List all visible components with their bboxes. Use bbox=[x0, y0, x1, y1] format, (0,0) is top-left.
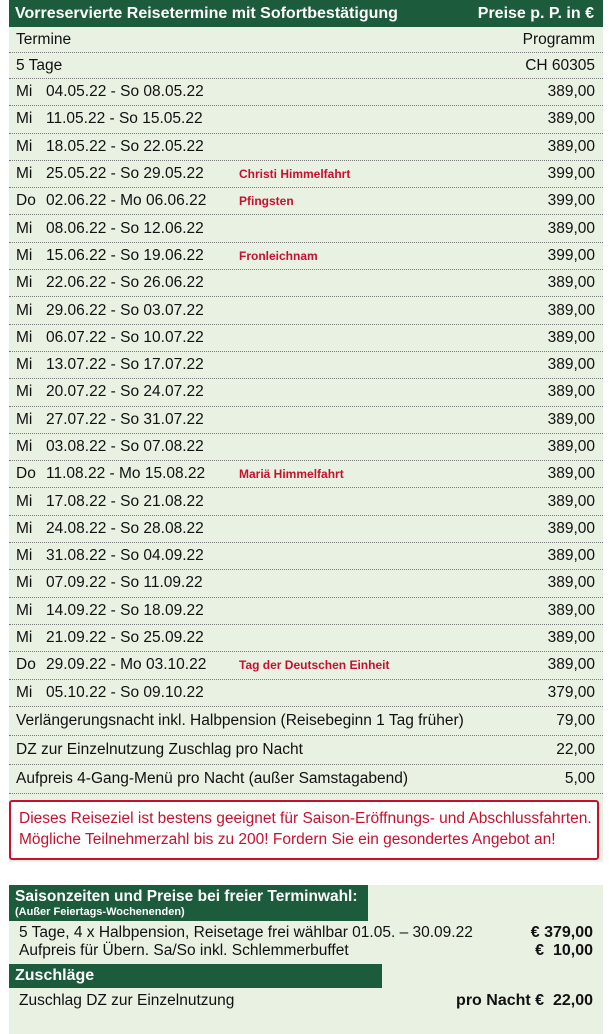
end-day: Mo bbox=[120, 192, 142, 210]
start-day: Mi bbox=[16, 246, 33, 264]
end-date: 15.05.22 bbox=[142, 110, 203, 128]
panel-header bbox=[9, 0, 603, 27]
notice-line-2: Mögliche Teilnehmerzahl bis zu 200! Fordern Sie ein gesondertes Angebot an! bbox=[19, 830, 556, 848]
saison-title: Saisonzeiten und Preise bei freier Terminwahl: bbox=[15, 888, 358, 905]
extra-price: 5,00 bbox=[564, 769, 595, 787]
end-date: 28.08.22 bbox=[143, 519, 204, 537]
start-day: Do bbox=[16, 656, 36, 674]
extra-label: Verlängerungsnacht inkl. Halbpension (Reisebeginn 1 Tag früher) bbox=[16, 711, 464, 729]
date-span bbox=[46, 411, 242, 429]
date-price: 389,00 bbox=[547, 547, 595, 565]
start-date: 03.08.22 bbox=[46, 438, 107, 455]
zuschlaege-header: Zuschläge bbox=[9, 964, 382, 988]
date-span bbox=[46, 383, 242, 401]
date-separator: - bbox=[106, 492, 121, 510]
saison-row-value: € 379,00 bbox=[530, 924, 593, 941]
date-range bbox=[9, 574, 548, 592]
date-range bbox=[9, 547, 548, 565]
saison-row bbox=[9, 942, 603, 960]
date-price: 389,00 bbox=[547, 601, 595, 619]
date-separator: - bbox=[106, 410, 121, 428]
zuschlag-row bbox=[9, 992, 603, 1010]
date-price: 389,00 bbox=[547, 465, 595, 483]
start-date: 29.06.22 bbox=[46, 301, 107, 319]
date-row bbox=[9, 79, 603, 106]
date-price: 379,00 bbox=[547, 683, 595, 701]
date-span bbox=[46, 247, 242, 265]
date-span bbox=[46, 192, 242, 210]
end-day: So bbox=[120, 83, 140, 101]
start-date: 22.06.22 bbox=[46, 274, 107, 292]
start-date: 17.08.22 bbox=[46, 492, 107, 510]
start-date: 14.09.22 bbox=[46, 601, 107, 619]
end-date: 11.09.22 bbox=[143, 574, 203, 592]
date-span bbox=[46, 138, 242, 156]
reisetermine-panel bbox=[9, 0, 603, 862]
end-date: 09.10.22 bbox=[143, 683, 204, 701]
end-day: So bbox=[120, 301, 140, 319]
column-termine: Termine bbox=[16, 30, 72, 48]
program-row bbox=[9, 53, 603, 79]
date-span bbox=[46, 274, 242, 292]
start-day: Mi bbox=[16, 274, 33, 292]
start-day: Do bbox=[16, 192, 36, 210]
date-separator: - bbox=[106, 192, 121, 210]
start-date: 07.09.22 bbox=[46, 574, 107, 592]
end-day: So bbox=[120, 383, 140, 401]
saison-row-label: Aufpreis für Übern. Sa/So inkl. Schlemmerbuffet bbox=[19, 942, 349, 959]
saison-row-value: € 10,00 bbox=[535, 942, 593, 959]
date-row bbox=[9, 352, 603, 379]
start-date: 24.08.22 bbox=[46, 519, 107, 537]
date-separator: - bbox=[106, 356, 121, 374]
date-range bbox=[9, 602, 548, 620]
start-date: 11.05.22 bbox=[46, 110, 106, 128]
end-date: 06.06.22 bbox=[145, 192, 207, 210]
end-day: So bbox=[120, 547, 140, 565]
date-span bbox=[46, 574, 242, 592]
program-duration: 5 Tage bbox=[16, 56, 63, 74]
start-day: Mi bbox=[16, 629, 33, 647]
zuschlag-row-label: Zuschlag DZ zur Einzelnutzung bbox=[19, 992, 235, 1009]
saison-subtitle: (Außer Feiertags-Wochenenden) bbox=[15, 906, 185, 918]
saison-header bbox=[9, 885, 368, 921]
end-date: 07.08.22 bbox=[143, 438, 204, 455]
start-date: 18.05.22 bbox=[46, 137, 107, 155]
date-range bbox=[9, 438, 548, 456]
holiday-note: Mariä Himmelfahrt bbox=[239, 467, 344, 482]
date-price: 389,00 bbox=[547, 83, 595, 101]
date-row bbox=[9, 379, 603, 406]
date-price: 389,00 bbox=[547, 110, 595, 128]
start-day: Mi bbox=[16, 165, 33, 183]
date-price: 389,00 bbox=[547, 274, 595, 292]
end-date: 12.06.22 bbox=[143, 219, 204, 237]
price-note: Preise p. P. in € bbox=[477, 4, 594, 22]
end-day: So bbox=[120, 219, 140, 237]
end-date: 25.09.22 bbox=[143, 629, 204, 647]
date-row bbox=[9, 134, 603, 161]
date-span bbox=[46, 165, 242, 183]
end-date: 19.06.22 bbox=[143, 246, 204, 264]
column-header-row bbox=[9, 27, 603, 53]
date-range bbox=[9, 274, 548, 292]
column-programm: Programm bbox=[522, 30, 595, 48]
date-row bbox=[9, 625, 603, 652]
extras-list bbox=[9, 707, 603, 794]
date-separator: - bbox=[105, 110, 119, 128]
saison-panel bbox=[9, 885, 603, 1034]
notice-box bbox=[9, 800, 599, 860]
start-day: Mi bbox=[16, 137, 33, 155]
end-date: 17.07.22 bbox=[143, 356, 204, 374]
end-day: So bbox=[120, 246, 140, 264]
end-day: So bbox=[120, 574, 140, 592]
date-price: 389,00 bbox=[547, 301, 595, 319]
date-price: 399,00 bbox=[547, 192, 595, 210]
end-date: 31.07.22 bbox=[143, 410, 204, 428]
saison-row-label: 5 Tage, 4 x Halbpension, Reisetage frei wählbar 01.05. – 30.09.22 bbox=[19, 924, 473, 941]
start-date: 05.10.22 bbox=[46, 683, 107, 701]
date-range bbox=[9, 356, 548, 374]
start-date: 31.08.22 bbox=[46, 547, 107, 565]
date-span bbox=[46, 656, 242, 674]
start-date: 20.07.22 bbox=[46, 383, 107, 401]
end-date: 24.07.22 bbox=[143, 383, 204, 401]
date-separator: - bbox=[106, 574, 121, 592]
extra-price: 22,00 bbox=[556, 740, 595, 758]
extra-label: DZ zur Einzelnutzung Zuschlag pro Nacht bbox=[16, 740, 303, 758]
panel-title: Vorreservierte Reisetermine mit Sofortbestätigung bbox=[15, 4, 398, 22]
date-row bbox=[9, 407, 603, 434]
extra-row bbox=[9, 765, 603, 794]
start-day: Mi bbox=[16, 301, 33, 319]
date-range bbox=[9, 110, 548, 128]
end-date: 26.06.22 bbox=[143, 274, 204, 292]
start-date: 06.07.22 bbox=[46, 328, 107, 346]
date-span bbox=[46, 547, 242, 565]
date-separator: - bbox=[106, 83, 121, 101]
date-range bbox=[9, 411, 548, 429]
start-date: 02.06.22 bbox=[46, 192, 107, 210]
date-row bbox=[9, 270, 603, 297]
date-separator: - bbox=[106, 519, 121, 537]
end-day: So bbox=[120, 438, 140, 455]
start-day: Mi bbox=[16, 547, 33, 565]
date-price: 399,00 bbox=[547, 165, 595, 183]
holiday-note: Christi Himmelfahrt bbox=[239, 167, 351, 182]
end-day: So bbox=[120, 356, 140, 374]
date-separator: - bbox=[106, 274, 121, 292]
start-day: Mi bbox=[16, 574, 33, 592]
end-day: So bbox=[120, 492, 140, 510]
start-day: Mi bbox=[16, 519, 33, 537]
holiday-note: Pfingsten bbox=[239, 194, 294, 209]
date-price: 389,00 bbox=[547, 629, 595, 647]
end-date: 15.08.22 bbox=[144, 465, 206, 483]
end-date: 10.07.22 bbox=[143, 328, 204, 346]
end-date: 08.05.22 bbox=[143, 83, 204, 101]
date-row bbox=[9, 652, 603, 679]
date-span bbox=[46, 520, 242, 538]
date-span bbox=[46, 110, 242, 128]
date-span bbox=[46, 83, 242, 101]
extra-price: 79,00 bbox=[556, 711, 595, 729]
extra-row bbox=[9, 736, 603, 765]
date-span bbox=[46, 329, 242, 347]
date-range bbox=[9, 493, 548, 511]
date-separator: - bbox=[106, 383, 121, 401]
date-row bbox=[9, 161, 603, 188]
date-row bbox=[9, 570, 603, 597]
start-day: Mi bbox=[16, 492, 33, 510]
date-price: 389,00 bbox=[547, 519, 595, 537]
date-range bbox=[9, 83, 548, 101]
start-date: 15.06.22 bbox=[46, 246, 107, 264]
end-date: 18.09.22 bbox=[143, 601, 204, 619]
date-row bbox=[9, 543, 603, 570]
date-price: 389,00 bbox=[547, 383, 595, 401]
date-range bbox=[9, 302, 548, 320]
start-day: Mi bbox=[16, 356, 33, 374]
date-row bbox=[9, 325, 603, 352]
end-day: Mo bbox=[118, 465, 141, 483]
date-price: 389,00 bbox=[547, 328, 595, 346]
date-span bbox=[46, 438, 242, 456]
start-date: 21.09.22 bbox=[46, 629, 107, 647]
end-date: 22.05.22 bbox=[143, 137, 204, 155]
date-separator: - bbox=[106, 219, 121, 237]
date-row bbox=[9, 516, 603, 543]
dates-list bbox=[9, 79, 603, 707]
end-day: So bbox=[120, 165, 140, 183]
end-day: So bbox=[120, 410, 140, 428]
date-separator: - bbox=[106, 438, 121, 455]
holiday-note: Tag der Deutschen Einheit bbox=[239, 658, 390, 673]
date-separator: - bbox=[106, 328, 121, 346]
date-span bbox=[46, 356, 242, 374]
date-range bbox=[9, 329, 548, 347]
date-span bbox=[46, 684, 242, 702]
date-price: 389,00 bbox=[547, 574, 595, 592]
start-date: 13.07.22 bbox=[46, 356, 107, 374]
end-day: Mo bbox=[120, 656, 142, 674]
zuschlag-row-value: pro Nacht € 22,00 bbox=[456, 992, 593, 1009]
date-range bbox=[9, 220, 548, 238]
end-day: So bbox=[120, 683, 140, 701]
end-day: So bbox=[120, 137, 140, 155]
date-row bbox=[9, 434, 603, 461]
holiday-note: Fronleichnam bbox=[239, 248, 318, 263]
start-day: Mi bbox=[16, 683, 33, 701]
start-day: Mi bbox=[16, 438, 33, 455]
date-span bbox=[46, 629, 242, 647]
date-separator: - bbox=[106, 656, 121, 674]
start-date: 29.09.22 bbox=[46, 656, 107, 674]
end-date: 03.10.22 bbox=[145, 656, 207, 674]
start-date: 11.08.22 bbox=[46, 465, 106, 483]
extra-row bbox=[9, 707, 603, 736]
end-day: So bbox=[120, 629, 140, 647]
date-span bbox=[46, 220, 242, 238]
end-day: So bbox=[120, 519, 140, 537]
date-separator: - bbox=[106, 547, 121, 565]
end-day: So bbox=[118, 110, 138, 128]
start-date: 08.06.22 bbox=[46, 219, 107, 237]
end-day: So bbox=[120, 274, 140, 292]
end-day: So bbox=[120, 328, 140, 346]
program-code: CH 60305 bbox=[525, 56, 595, 74]
date-price: 389,00 bbox=[547, 219, 595, 237]
start-date: 27.07.22 bbox=[46, 410, 107, 428]
date-separator: - bbox=[106, 301, 121, 319]
start-day: Mi bbox=[16, 601, 33, 619]
date-range bbox=[9, 138, 548, 156]
date-price: 389,00 bbox=[547, 438, 595, 455]
date-price: 389,00 bbox=[547, 356, 595, 374]
start-day: Do bbox=[16, 465, 36, 483]
date-row bbox=[9, 680, 603, 707]
date-price: 389,00 bbox=[547, 492, 595, 510]
date-span bbox=[46, 465, 242, 483]
date-separator: - bbox=[106, 601, 121, 619]
date-range bbox=[9, 629, 548, 647]
date-price: 389,00 bbox=[547, 656, 595, 674]
date-row bbox=[9, 488, 603, 515]
date-price: 389,00 bbox=[547, 410, 595, 428]
date-row bbox=[9, 461, 603, 488]
end-date: 03.07.22 bbox=[143, 301, 204, 319]
date-range bbox=[9, 383, 548, 401]
extra-label: Aufpreis 4-Gang-Menü pro Nacht (außer Samstagabend) bbox=[16, 769, 409, 787]
end-date: 04.09.22 bbox=[143, 547, 204, 565]
date-row bbox=[9, 243, 603, 270]
start-day: Mi bbox=[16, 83, 33, 101]
date-separator: - bbox=[106, 137, 121, 155]
date-span bbox=[46, 493, 242, 511]
date-row bbox=[9, 188, 603, 215]
date-row bbox=[9, 215, 603, 242]
date-separator: - bbox=[106, 683, 121, 701]
date-price: 399,00 bbox=[547, 246, 595, 264]
start-day: Mi bbox=[16, 410, 33, 428]
end-date: 29.05.22 bbox=[143, 165, 204, 183]
date-span bbox=[46, 302, 242, 320]
end-day: So bbox=[120, 601, 140, 619]
date-separator: - bbox=[106, 165, 121, 183]
date-row bbox=[9, 297, 603, 324]
date-range bbox=[9, 684, 548, 702]
date-range bbox=[9, 520, 548, 538]
notice-line-1: Dieses Reiseziel ist bestens geeignet für Saison-Eröffnungs- und Abschlussfahrten. bbox=[19, 809, 592, 827]
date-separator: - bbox=[106, 629, 121, 647]
start-date: 04.05.22 bbox=[46, 83, 107, 101]
start-date: 25.05.22 bbox=[46, 165, 107, 183]
date-span bbox=[46, 602, 242, 620]
saison-row bbox=[9, 924, 603, 942]
date-separator: - bbox=[106, 246, 121, 264]
date-row bbox=[9, 106, 603, 133]
date-row bbox=[9, 598, 603, 625]
start-day: Mi bbox=[16, 328, 33, 346]
start-day: Mi bbox=[16, 219, 33, 237]
date-price: 389,00 bbox=[547, 137, 595, 155]
start-day: Mi bbox=[16, 110, 33, 128]
end-date: 21.08.22 bbox=[143, 492, 204, 510]
start-day: Mi bbox=[16, 383, 33, 401]
date-separator: - bbox=[105, 465, 119, 483]
